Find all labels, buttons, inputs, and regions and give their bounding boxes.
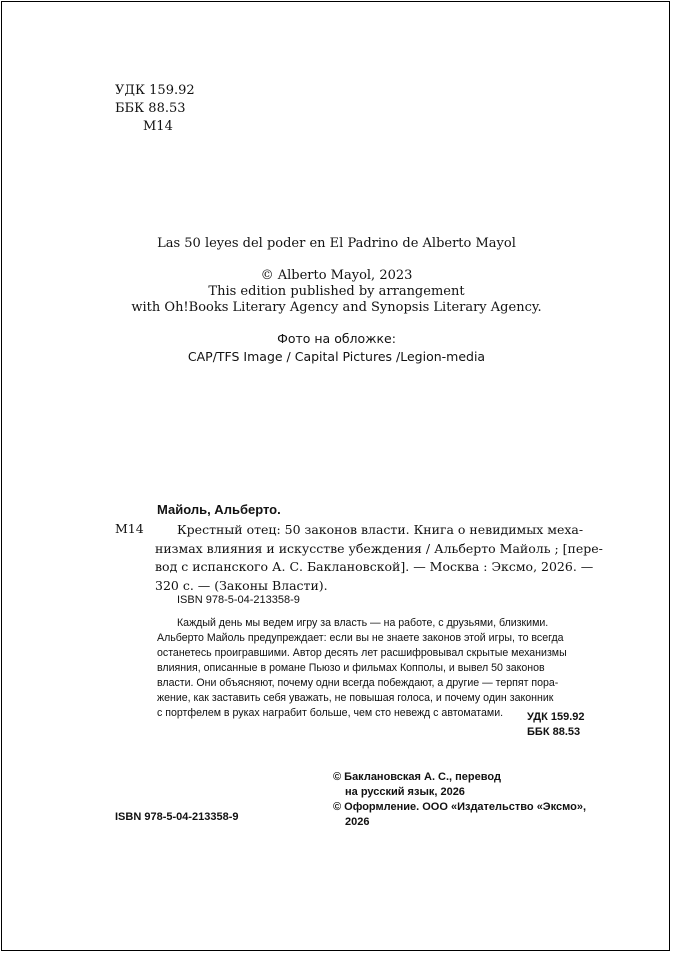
catalog-line: вод с испанского А. С. Баклановской]. — Москва : Эксмо, 2026. —	[155, 559, 594, 574]
cover-photo-sources: CAP/TFS Image / Capital Pictures /Legion-media	[187, 349, 486, 364]
bbk-code: ББК 88.53	[115, 101, 186, 116]
edition-line-2: with Oh!Books Literary Agency and Synopsis Literary Agency.	[131, 300, 542, 315]
annotation-line: жение, как заставить себя уважать, не повышая голоса, и почему один законник	[157, 692, 554, 704]
cover-photo-credits	[0, 330, 673, 366]
original-copyright: © Alberto Mayol, 2023	[260, 268, 413, 283]
annotation-line: власти. Они объясняют, почему одни всегда побеждают, а другие — терпят пора-	[157, 677, 559, 689]
annotation-codes	[527, 710, 585, 740]
edition-line-1: This edition published by arrangement	[208, 284, 465, 299]
original-copyright-block	[0, 268, 673, 316]
original-title: Las 50 leyes del poder en El Padrino de Alberto Mayol	[157, 236, 516, 251]
isbn-bottom: ISBN 978-5-04-213358-9	[115, 811, 239, 823]
design-rights-1: © Оформление. ООО «Издательство «Эксмо»,	[333, 801, 586, 813]
annotation-bbk: ББК 88.53	[527, 726, 581, 738]
cover-photo-label: Фото на обложке:	[277, 331, 396, 346]
catalog-line: низмах влияния и искусстве убеждения / Альберто Майоль ; [пере-	[155, 540, 603, 556]
catalog-author: Майоль, Альберто.	[157, 502, 281, 517]
catalog-line: 320 с. — (Законы Власти).	[155, 577, 328, 593]
annotation-line: с портфелем в руках награбит больше, чем сто невежд с автоматами.	[157, 707, 504, 719]
catalog-description	[155, 521, 603, 595]
annotation-line: влияния, описанные в романе Пьюзо и фильмах Копполы, и вывел 50 законов	[157, 662, 545, 674]
annotation-udk: УДК 159.92	[527, 711, 585, 723]
annotation	[157, 616, 591, 721]
annotation-line: Каждый день мы ведем игру за власть — на работе, с друзьями, близкими.	[177, 617, 549, 629]
annotation-line: Альберто Майоль предупреждает: если вы не знаете законов этой игры, то всегда	[157, 632, 564, 644]
udk-code: УДК 159.92	[115, 83, 195, 98]
author-mark: М14	[143, 119, 173, 134]
catalog-code: М14	[115, 521, 144, 536]
rights-block	[333, 770, 586, 830]
classification-codes	[115, 82, 195, 136]
translation-rights-2: на русский язык, 2026	[345, 786, 465, 798]
catalog-line: Крестный отец: 50 законов власти. Книга о невидимых меха-	[177, 522, 584, 537]
annotation-line: останетесь проигравшими. Автор десять лет расшифровывал скрытые механизмы	[157, 647, 567, 659]
design-rights-2: 2026	[345, 816, 370, 828]
catalog-isbn: ISBN 978-5-04-213358-9	[177, 594, 300, 606]
translation-rights-1: © Баклановская А. С., перевод	[333, 771, 501, 783]
